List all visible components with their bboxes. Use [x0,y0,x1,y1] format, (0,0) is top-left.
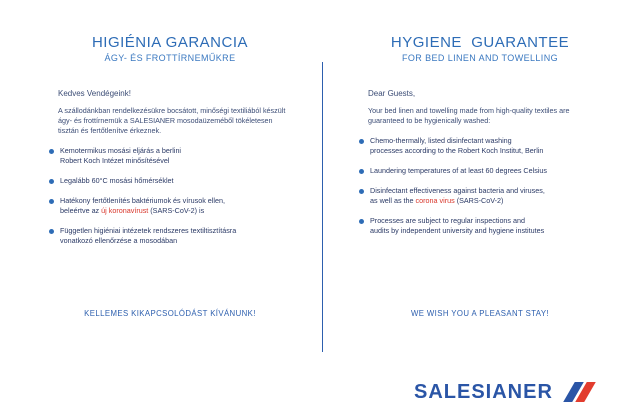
bullet-line: Laundering temperatures of at least 60 degrees Celsius [370,166,547,175]
bullet-line: Hatékony fertőtlenítés baktériumok és vírusok ellen, [60,196,225,205]
bullet-line: Chemo-thermally, listed disinfectant washing [370,136,512,145]
bullet-dot-icon [359,189,364,194]
bullet-dot-icon [49,229,54,234]
brand-mark-icon [559,382,595,402]
left-subtitle: ÁGY- ÉS FROTTÍRNEMŰKRE [104,53,236,63]
bullet-line: processes according to the Robert Koch Institut, Berlin [370,146,544,155]
bullet-dot-icon [359,219,364,224]
right-greeting: Dear Guests, [368,89,416,98]
bullet-line: vonatkozó ellenőrzése a mosodában [60,236,178,245]
list-item [330,216,600,236]
left-title: HIGIÉNIA GARANCIA [91,34,249,51]
hungarian-panel [20,28,320,256]
left-intro: A szállodánkban rendelkezésükre bocsátott, minőségi textiliából készült ágy- és frottírnemük a SALESIANER mosodaüzeméből tökéletesen tisztán és fertőtlenítve érkeznek. [58,106,286,135]
bullet-line: Kemotermikus mosási eljárás a berlini [60,146,182,155]
bullet-line: Legalább 60°C mosási hőmérséklet [60,176,174,185]
right-closing: WE WISH YOU A PLEASANT STAY! [410,309,549,318]
salesianer-logo [414,382,595,402]
bullet-line: Processes are subject to regular inspections and [370,216,526,225]
brand-name: SALESIANER [414,381,553,403]
right-intro: Your bed linen and towelling made from high-quality textiles are guaranteed to be hygienically washed: [368,106,570,125]
bullet-line: audits by independent university and hygiene institutes [370,226,545,235]
right-subtitle: FOR BED LINEN AND TOWELLING [402,53,558,63]
list-item [20,226,290,246]
bullet-line-part: as well as the [370,196,416,205]
bullet-line: Robert Koch Intézet minősítésével [60,156,170,165]
bullet-line-part: beleértve az [60,206,102,215]
bullet-line-part: (SARS-CoV-2) [454,196,504,205]
bullet-line: Disinfectant effectiveness against bacteria and viruses, [370,186,545,195]
highlight-text: corona virus [415,196,455,205]
list-item [330,186,600,206]
bullet-dot-icon [49,199,54,204]
list-item [330,136,600,156]
highlight-text: új koronavírust [101,206,149,215]
list-item [20,196,290,216]
english-panel [330,28,630,246]
bullet-line-part: (SARS-CoV-2) is [148,206,205,215]
left-greeting: Kedves Vendégeink! [58,89,131,98]
bullet-dot-icon [359,169,364,174]
right-bullet-list [330,136,630,236]
left-closing: KELLEMES KIKAPCSOLÓDÁST KÍVÁNUNK! [84,309,256,318]
column-divider [322,62,323,352]
bullet-dot-icon [49,149,54,154]
list-item [20,146,290,166]
right-title: HYGIENE GUARANTEE [390,34,570,51]
bullet-dot-icon [49,179,54,184]
left-bullet-list [20,146,320,246]
list-item [20,176,290,186]
bullet-line: Független higiéniai intézetek rendszeres textiltisztításra [60,226,237,235]
bullet-dot-icon [359,139,364,144]
list-item [330,166,600,176]
